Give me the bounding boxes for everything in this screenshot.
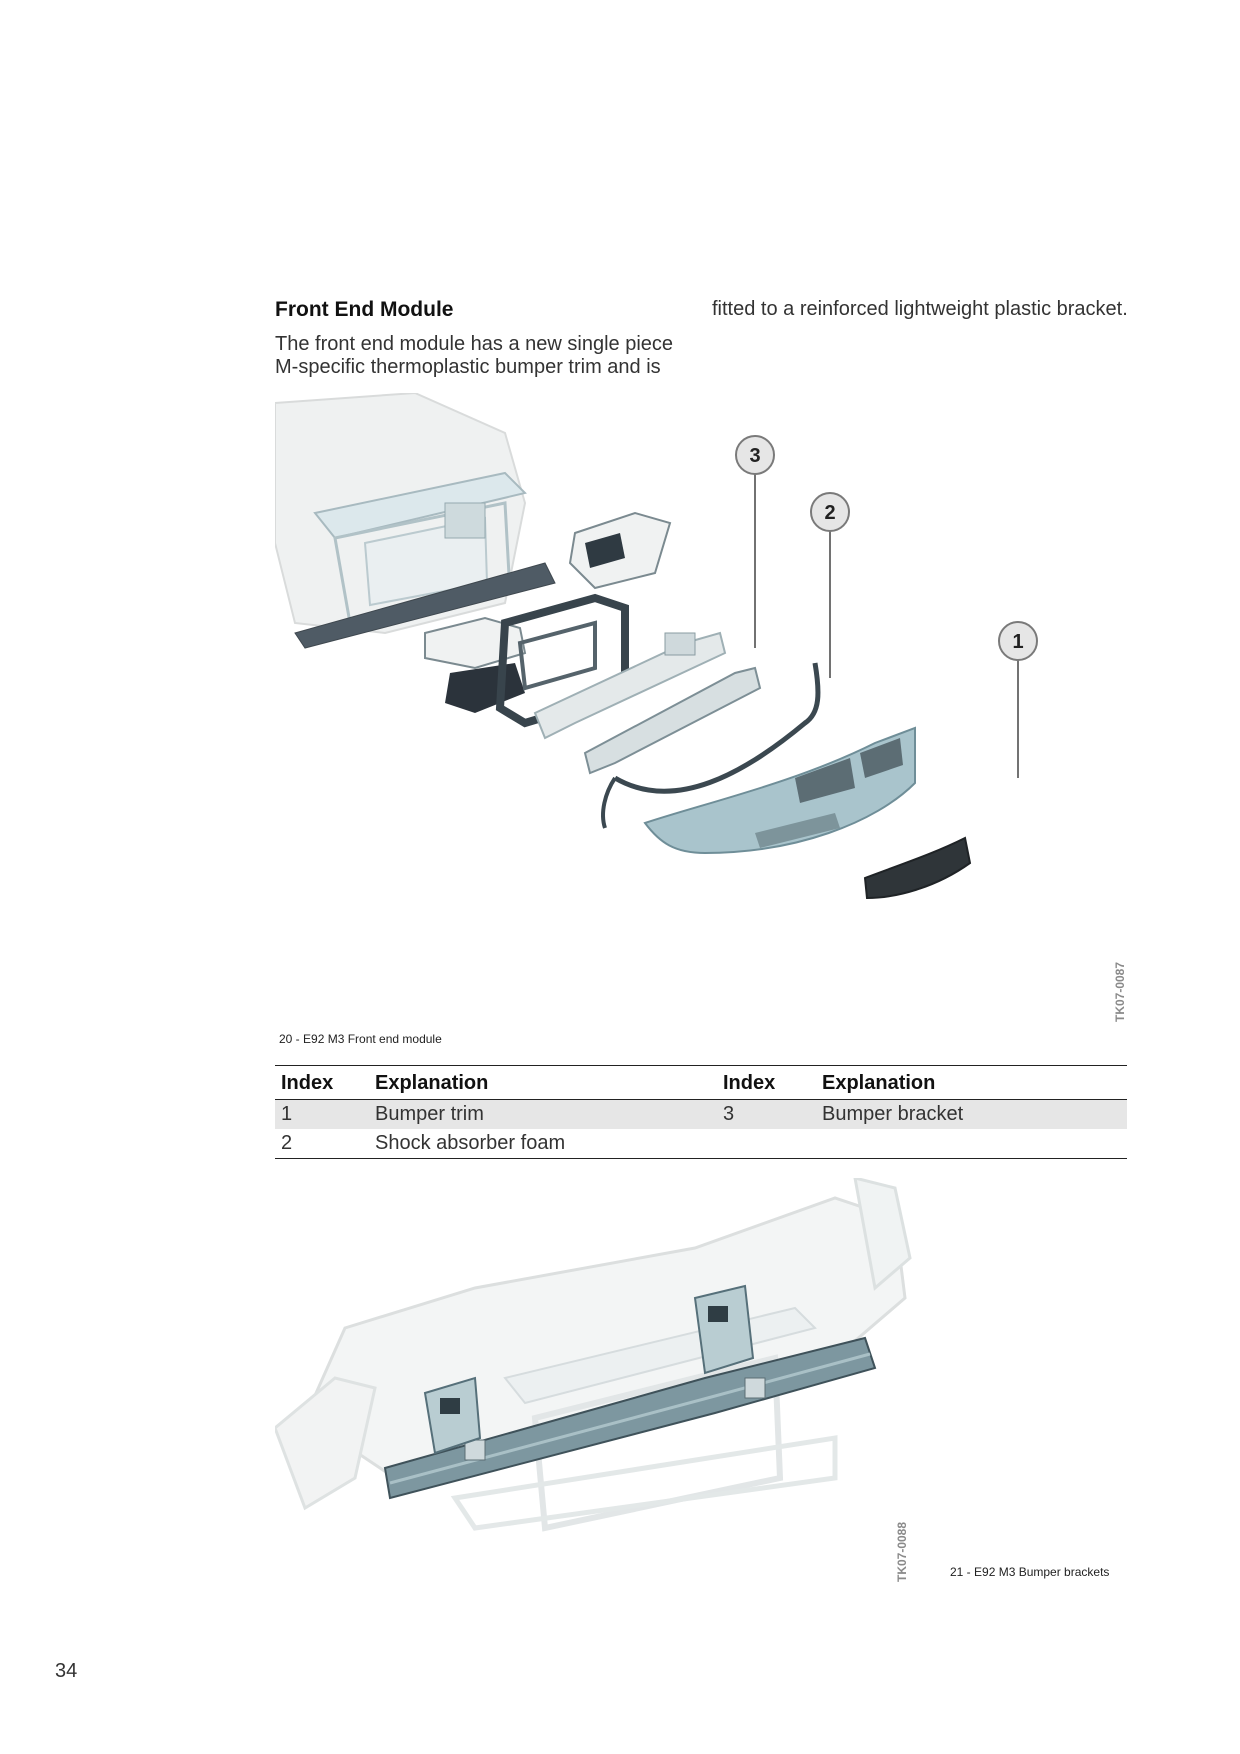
bumper-bracket-part <box>535 633 725 738</box>
intro-text-left: The front end module has a new single piece M-specific thermoplastic bumper trim and is <box>275 333 674 378</box>
svg-text:2: 2 <box>824 502 836 524</box>
exploded-view-drawing <box>275 393 1135 1033</box>
table-cell <box>816 1129 1127 1159</box>
section-title: Front End Module <box>275 298 454 321</box>
index-table <box>275 1065 1127 1159</box>
table-header-index: Index <box>275 1066 369 1100</box>
callout-2 <box>811 493 849 531</box>
table-cell: Shock absorber foam <box>375 1132 566 1154</box>
table-cell <box>717 1129 816 1159</box>
table-row <box>275 1129 1127 1159</box>
figure-1-code: TK07-0087 <box>1113 961 1127 1022</box>
headlight-left <box>425 618 525 713</box>
lower-grille-part <box>865 838 970 898</box>
table-row <box>275 1100 1127 1130</box>
table-cell: 2 <box>281 1132 293 1154</box>
table-header-explanation: Explanation <box>369 1066 717 1100</box>
callout-3 <box>736 436 774 474</box>
figure-1-caption: 20 - E92 M3 Front end module <box>279 1032 442 1046</box>
carrier-frame <box>275 393 555 648</box>
figure-2-code: TK07-0088 <box>895 1521 909 1582</box>
callout-1 <box>999 622 1037 660</box>
front-end-module-illustration <box>275 393 1135 1033</box>
table-cell: Bumper bracket <box>816 1100 1127 1130</box>
svg-text:3: 3 <box>749 445 761 467</box>
bumper-brackets-illustration <box>275 1178 1135 1598</box>
intro-text-right: fitted to a reinforced lightweight plastic bracket. <box>712 298 1128 320</box>
table-header-index-2: Index <box>717 1066 816 1100</box>
svg-text:1: 1 <box>1012 631 1024 653</box>
figure-2-caption: 21 - E92 M3 Bumper brackets <box>950 1565 1110 1579</box>
table-cell: 1 <box>275 1100 369 1130</box>
table-header-row <box>275 1066 1127 1100</box>
table-header-explanation-2: Explanation <box>816 1066 1127 1100</box>
headlight-right <box>570 513 670 588</box>
table-cell: 3 <box>717 1100 816 1130</box>
bumper-bracket-right <box>695 1286 753 1373</box>
table-cell: Bumper trim <box>369 1100 717 1130</box>
page-number: 34 <box>55 1660 78 1682</box>
bumper-bracket-drawing <box>275 1178 1135 1598</box>
